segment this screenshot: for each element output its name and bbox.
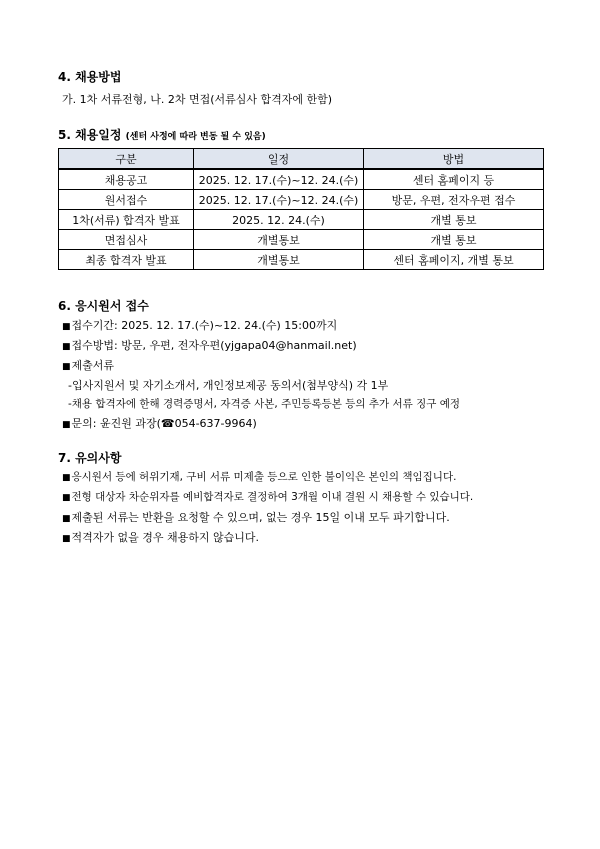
header-schedule: 일정: [194, 149, 364, 170]
section-6-title: 6. 응시원서 접수: [58, 299, 149, 313]
schedule-table: [58, 148, 544, 270]
row-schedule: 개별통보: [194, 230, 364, 250]
row-method: 개별 통보: [364, 210, 544, 230]
row-method: 센터 홈페이지, 개별 통보: [364, 250, 544, 270]
row-category: 원서접수: [59, 190, 194, 210]
notice-item: [62, 469, 456, 484]
notice-item: [62, 509, 450, 525]
doc2-text: -채용 합격자에 한해 경력증명서, 자격증 사본, 주민등록등본 등의 추가 서류 징구 예정: [68, 398, 461, 410]
table-row: [59, 210, 544, 230]
header-category: 구분: [59, 149, 194, 170]
row-category: 최종 합격자 발표: [59, 250, 194, 270]
section-4-title: 4. 채용방법: [58, 70, 122, 84]
table-row: [59, 169, 544, 190]
period-text: 접수기간: 2025. 12. 17.(수)~12. 24.(수) 15:00까지: [71, 319, 338, 332]
square-bullet-icon: ■: [62, 473, 71, 483]
table-row: [59, 230, 544, 250]
method-item: [62, 337, 357, 353]
notice-text: 전형 대상자 차순위자를 예비합격자로 결정하여 3개월 이내 결원 시 채용할 수 있습니다.: [71, 491, 474, 503]
table-row: [59, 250, 544, 270]
docs-item: [62, 357, 114, 373]
row-category: 면접심사: [59, 230, 194, 250]
row-method: 방문, 우편, 전자우편 접수: [364, 190, 544, 210]
row-category: 채용공고: [59, 169, 194, 190]
table-header-row: [59, 149, 544, 170]
square-bullet-icon: ■: [62, 420, 71, 430]
row-method: 센터 홈페이지 등: [364, 169, 544, 190]
square-bullet-icon: ■: [62, 342, 71, 352]
contact-text: 문의: 윤진원 과장(☎054-637-9964): [71, 417, 257, 430]
section-5-title: [58, 126, 266, 143]
doc1-text: -입사지원서 및 자기소개서, 개인정보제공 동의서(첨부양식) 각 1부: [68, 379, 389, 392]
square-bullet-icon: ■: [62, 362, 71, 372]
row-schedule: 2025. 12. 17.(수)~12. 24.(수): [194, 190, 364, 210]
row-schedule: 2025. 12. 17.(수)~12. 24.(수): [194, 169, 364, 190]
row-schedule: 개별통보: [194, 250, 364, 270]
row-category: 1차(서류) 합격자 발표: [59, 210, 194, 230]
table-row: [59, 190, 544, 210]
section-5-note: (센터 사정에 따라 변동 될 수 있음): [125, 132, 266, 142]
square-bullet-icon: ■: [62, 534, 71, 544]
method-text: 접수방법: 방문, 우편, 전자우편(yjgapa04@hanmail.net): [71, 339, 357, 352]
notice-text: 적격자가 없을 경우 채용하지 않습니다.: [71, 531, 260, 544]
period-item: [62, 317, 337, 333]
notice-text: 응시원서 등에 허위기재, 구비 서류 미제출 등으로 인한 불이익은 본인의 책임집니다.: [71, 471, 457, 483]
section-4-line: 가. 1차 서류전형, 나. 2차 면접(서류심사 합격자에 한함): [62, 93, 333, 106]
square-bullet-icon: ■: [62, 514, 71, 524]
docs-text: 제출서류: [71, 359, 115, 372]
row-method: 개별 통보: [364, 230, 544, 250]
square-bullet-icon: ■: [62, 493, 71, 503]
section-7-title: 7. 유의사항: [58, 451, 122, 465]
contact-item: [62, 415, 257, 431]
header-method: 방법: [364, 149, 544, 170]
notice-text: 제출된 서류는 반환을 요청할 수 있으며, 없는 경우 15일 이내 모두 파기합니다.: [71, 511, 450, 524]
notice-item: [62, 489, 473, 504]
row-schedule: 2025. 12. 24.(수): [194, 210, 364, 230]
square-bullet-icon: ■: [62, 322, 71, 332]
notice-item: [62, 529, 259, 545]
section-5-title-text: 5. 채용일정: [58, 128, 122, 142]
